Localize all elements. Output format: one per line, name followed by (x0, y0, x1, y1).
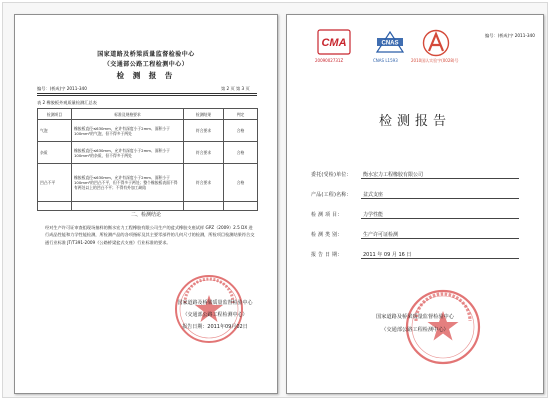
report-cover-page (286, 14, 544, 394)
requirement-cell: 橡胶板直径≤630mm，允许有深度小于2mm、面积小于100mm²的凹凸不平，但不得多于两处；整个橡胶板表面不得有两处以上的凹凸不平；不得有外加工缺陷 (72, 164, 184, 202)
table-caption: 表 2 橡胶板外观质量检测汇总表 (37, 100, 97, 105)
requirement-cell: 橡胶板直径≤630mm，允许有深度小于2mm、面积小于100mm²的杂质，但不得多于两处 (72, 142, 184, 164)
field-value-product: 盆式支座 (363, 192, 384, 198)
table-header-row (38, 109, 258, 120)
field-label-test-item: 检 测 项 目： (311, 212, 343, 218)
cma-logo (317, 29, 351, 59)
table-row (38, 120, 258, 142)
field-underline (361, 178, 519, 179)
item-cell: 杂质 (38, 142, 72, 164)
field-label-client: 委托(受检)单位： (311, 172, 352, 178)
verdict-cell: 合格 (224, 120, 258, 142)
field-underline (361, 258, 519, 259)
org-name: 国家道路及桥梁质量监督检验中心 (97, 51, 195, 58)
field-underline (361, 238, 519, 239)
cma-registration: 2009002731Z (315, 58, 344, 63)
accreditation-logo (421, 29, 451, 61)
field-value-report-date: 2011 年 09 月 16 日 (363, 252, 412, 258)
field-value-test-item: 力学性能 (363, 212, 384, 218)
column-header: 检测项目 (38, 109, 72, 120)
cover-footer-org: 国家道路及桥梁质量监督检验中心 (376, 314, 454, 320)
field-label-test-type: 检 测 类 别： (311, 232, 343, 238)
accreditation-icon (421, 29, 451, 57)
result-cell: 符合要求 (184, 120, 224, 142)
field-value-client: 衡水宏力工程橡胶有限公司 (363, 172, 424, 178)
cnas-registration: CNAS L1593 (373, 58, 398, 63)
footer-date: 报告日期：2011年09月02日 (182, 324, 248, 330)
svg-text:CMA: CMA (321, 37, 347, 49)
conclusion-text: 经对生产许可证审查组现场抽样的衡水宏力工程橡胶有限公司生产的盆式橡胶支座试样 GPZ（2009）2.5 DX 进行成品性能和力学性能检测，所检测产品的各项指标及其主要零部件的几何尺寸的检测，所检项目检测结果符合交通行业标准 JT/T391-2009《公路桥梁盆式支座》行业标准的要求。 (45, 225, 255, 245)
table-row-empty (38, 202, 258, 211)
report-number: 编号：(桥成)字 2011-340 (37, 86, 87, 91)
item-cell: 凹凸不平 (38, 164, 72, 202)
table-row (38, 142, 258, 164)
field-value-test-type: 生产许可证检测 (363, 232, 399, 238)
field-underline (361, 218, 519, 219)
verdict-cell: 合格 (224, 164, 258, 202)
field-label-product: 产品(工程)名称： (311, 192, 352, 198)
cma-icon (317, 29, 351, 55)
report-title: 检 测 报 告 (116, 71, 176, 80)
org-subtitle: （交通部公路工程检测中心） (103, 61, 189, 68)
item-cell: 气泡 (38, 120, 72, 142)
field-label-report-date: 报 告 日 期： (311, 252, 343, 258)
column-header: 标准及规格要求 (72, 109, 184, 120)
accreditation-registration: 2010国认实验字(0028)号 (411, 58, 459, 63)
column-header: 检测结果 (184, 109, 224, 120)
result-cell: 符合要求 (184, 164, 224, 202)
report-code: 编号：(桥成)字 2011-340 (485, 33, 535, 38)
table-row (38, 164, 258, 202)
svg-text:CNAS: CNAS (381, 40, 399, 47)
field-underline (361, 198, 519, 199)
header-rule (37, 93, 257, 94)
results-table (37, 108, 258, 211)
document-viewer (2, 2, 548, 398)
page-info: 第 2 页 第 3 页 (221, 86, 250, 91)
header-rule-thin (37, 95, 257, 96)
requirement-cell: 橡胶板直径≤630mm，允许有深度小于2mm、面积小于100mm²的气泡，但不得多于两处 (72, 120, 184, 142)
footer-org: 国家道路及桥梁质量监督检验中心 (177, 300, 253, 306)
cover-title: 检测报告 (378, 114, 451, 129)
verdict-cell: 合格 (224, 142, 258, 164)
cover-footer-subtitle: （交通部公路工程检测中心） (381, 327, 449, 333)
result-cell: 符合要求 (184, 142, 224, 164)
official-seal-stamp (173, 273, 245, 345)
section-title: 二、检测结论 (130, 212, 161, 218)
report-page-2 (14, 14, 278, 394)
footer-subtitle: （交通部公路工程检测中心） (182, 312, 248, 318)
cnas-logo (374, 29, 406, 59)
column-header: 判定 (224, 109, 258, 120)
cnas-icon (374, 29, 406, 55)
